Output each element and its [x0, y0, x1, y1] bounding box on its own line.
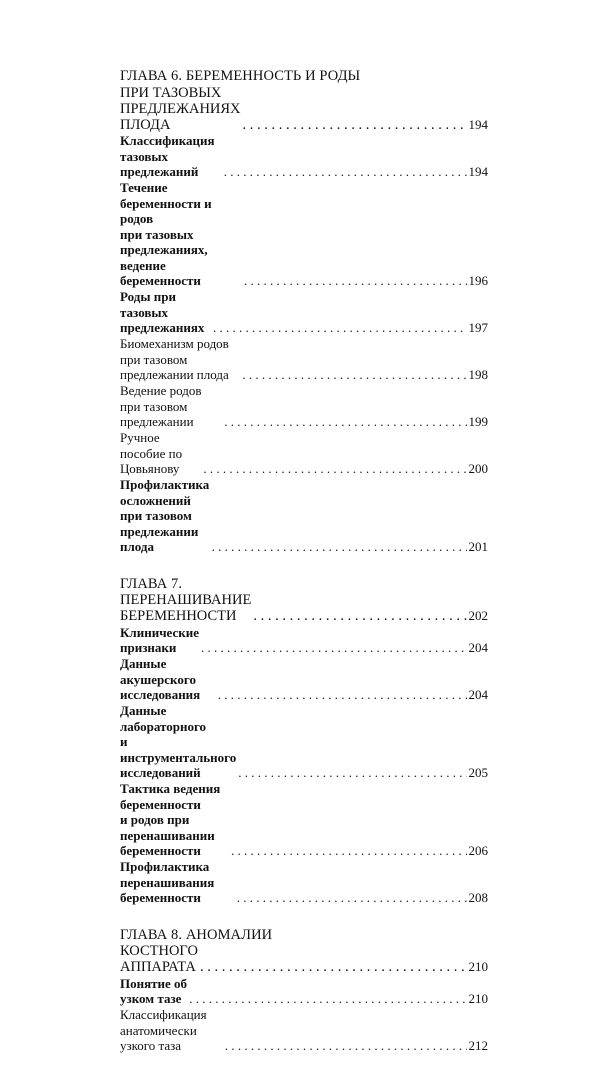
- entry-title: Данные лабораторного и инструментального исследований: [120, 703, 237, 780]
- entry-title: ПЕРЕНАШИВАНИЕ БЕРЕМЕННОСТИ: [120, 592, 252, 624]
- chapter-heading: ГЛАВА 6. БЕРЕМЕННОСТЬ И РОДЫ: [120, 68, 361, 84]
- page-number: 197: [468, 320, 488, 335]
- toc-entry[interactable]: [120, 656, 488, 703]
- page-number: 210: [468, 959, 488, 974]
- chapter-heading: ГЛАВА 7.: [120, 575, 183, 592]
- leader-dots: [225, 1038, 467, 1054]
- toc-entry[interactable]: [120, 289, 488, 336]
- leader-dots: [218, 687, 467, 703]
- leader-dots: [189, 991, 466, 1007]
- entry-title: Тактика ведения беременности и родов при перенашивании беременности: [120, 781, 221, 858]
- page-number: 208: [468, 890, 488, 905]
- leader-dots: [238, 765, 466, 781]
- toc-entry[interactable]: [120, 133, 488, 180]
- leader-dots: [242, 367, 466, 383]
- leader-dots: [231, 843, 466, 859]
- chapter-title-entry[interactable]: [120, 943, 488, 975]
- page-number: 194: [468, 116, 488, 132]
- toc-entry[interactable]: [120, 430, 488, 477]
- page-number: 194: [468, 164, 488, 179]
- entry-title: Клинические признаки: [120, 624, 199, 655]
- entry-title: Роды при тазовых предлежаниях: [120, 289, 205, 335]
- toc-entry[interactable]: [120, 383, 488, 430]
- chapter-8: [120, 927, 488, 1054]
- entry-title: Классификация тазовых предлежаний: [120, 133, 215, 179]
- entry-title: Данные акушерского исследования: [120, 656, 201, 702]
- toc-entry[interactable]: [120, 781, 488, 859]
- chapter-title-entry[interactable]: [120, 592, 488, 624]
- leader-dots: [224, 164, 467, 180]
- entry-title: Биомеханизм родов при тазовом предлежании плода: [120, 336, 229, 382]
- page-number: 204: [468, 687, 488, 702]
- leader-dots: [253, 608, 466, 624]
- entry-title: Ведение родов при тазовом предлежании: [120, 383, 202, 429]
- entry-title: КОСТНОГО АППАРАТА: [120, 943, 198, 975]
- chapter-heading: ГЛАВА 8. АНОМАЛИИ: [120, 926, 273, 943]
- page-number: 198: [468, 367, 488, 382]
- leader-dots: [212, 539, 467, 555]
- table-of-contents: [120, 68, 488, 1075]
- chapter-7: [120, 576, 488, 906]
- page-number: 201: [468, 539, 488, 554]
- toc-entry[interactable]: [120, 859, 488, 906]
- page-number: 199: [468, 414, 488, 429]
- entry-title: Ручное пособие по Цовьянову: [120, 430, 183, 476]
- page-number: 212: [468, 1038, 488, 1053]
- page-number: 196: [468, 273, 488, 288]
- entry-title: Профилактика перенашивания беременности: [120, 859, 215, 905]
- toc-entry[interactable]: [120, 1007, 488, 1054]
- leader-dots: [237, 890, 467, 906]
- toc-entry[interactable]: [120, 976, 488, 1007]
- toc-entry[interactable]: [120, 180, 488, 289]
- toc-entry[interactable]: [120, 703, 488, 781]
- toc-entry[interactable]: [120, 625, 488, 656]
- chapter-title-entry[interactable]: [120, 85, 488, 133]
- leader-dots: [200, 959, 467, 975]
- toc-entry[interactable]: [120, 336, 488, 383]
- leader-dots: [243, 117, 467, 133]
- page-number: 210: [468, 991, 488, 1006]
- entry-title: Течение беременности и родов при тазовых предлежаниях, ведение беременности: [120, 180, 212, 288]
- toc-entry[interactable]: [120, 477, 488, 555]
- entry-title: Профилактика осложнений при тазовом предлежании плода: [120, 477, 210, 554]
- page-number: 200: [468, 461, 488, 476]
- entry-title: Понятие об узком тазе: [120, 975, 188, 1006]
- leader-dots: [213, 320, 466, 336]
- page-number: 202: [468, 608, 488, 623]
- page-number: 206: [468, 843, 488, 858]
- leader-dots: [244, 273, 467, 289]
- chapter-6: [120, 68, 488, 555]
- leader-dots: [224, 414, 466, 430]
- leader-dots: [201, 640, 467, 656]
- leader-dots: [203, 461, 466, 477]
- page-number: 205: [468, 765, 488, 780]
- entry-title: Классификация анатомически узкого таза: [120, 1007, 207, 1053]
- entry-title: ПРИ ТАЗОВЫХ ПРЕДЛЕЖАНИЯХ ПЛОДА: [120, 84, 241, 133]
- page-number: 204: [468, 640, 488, 655]
